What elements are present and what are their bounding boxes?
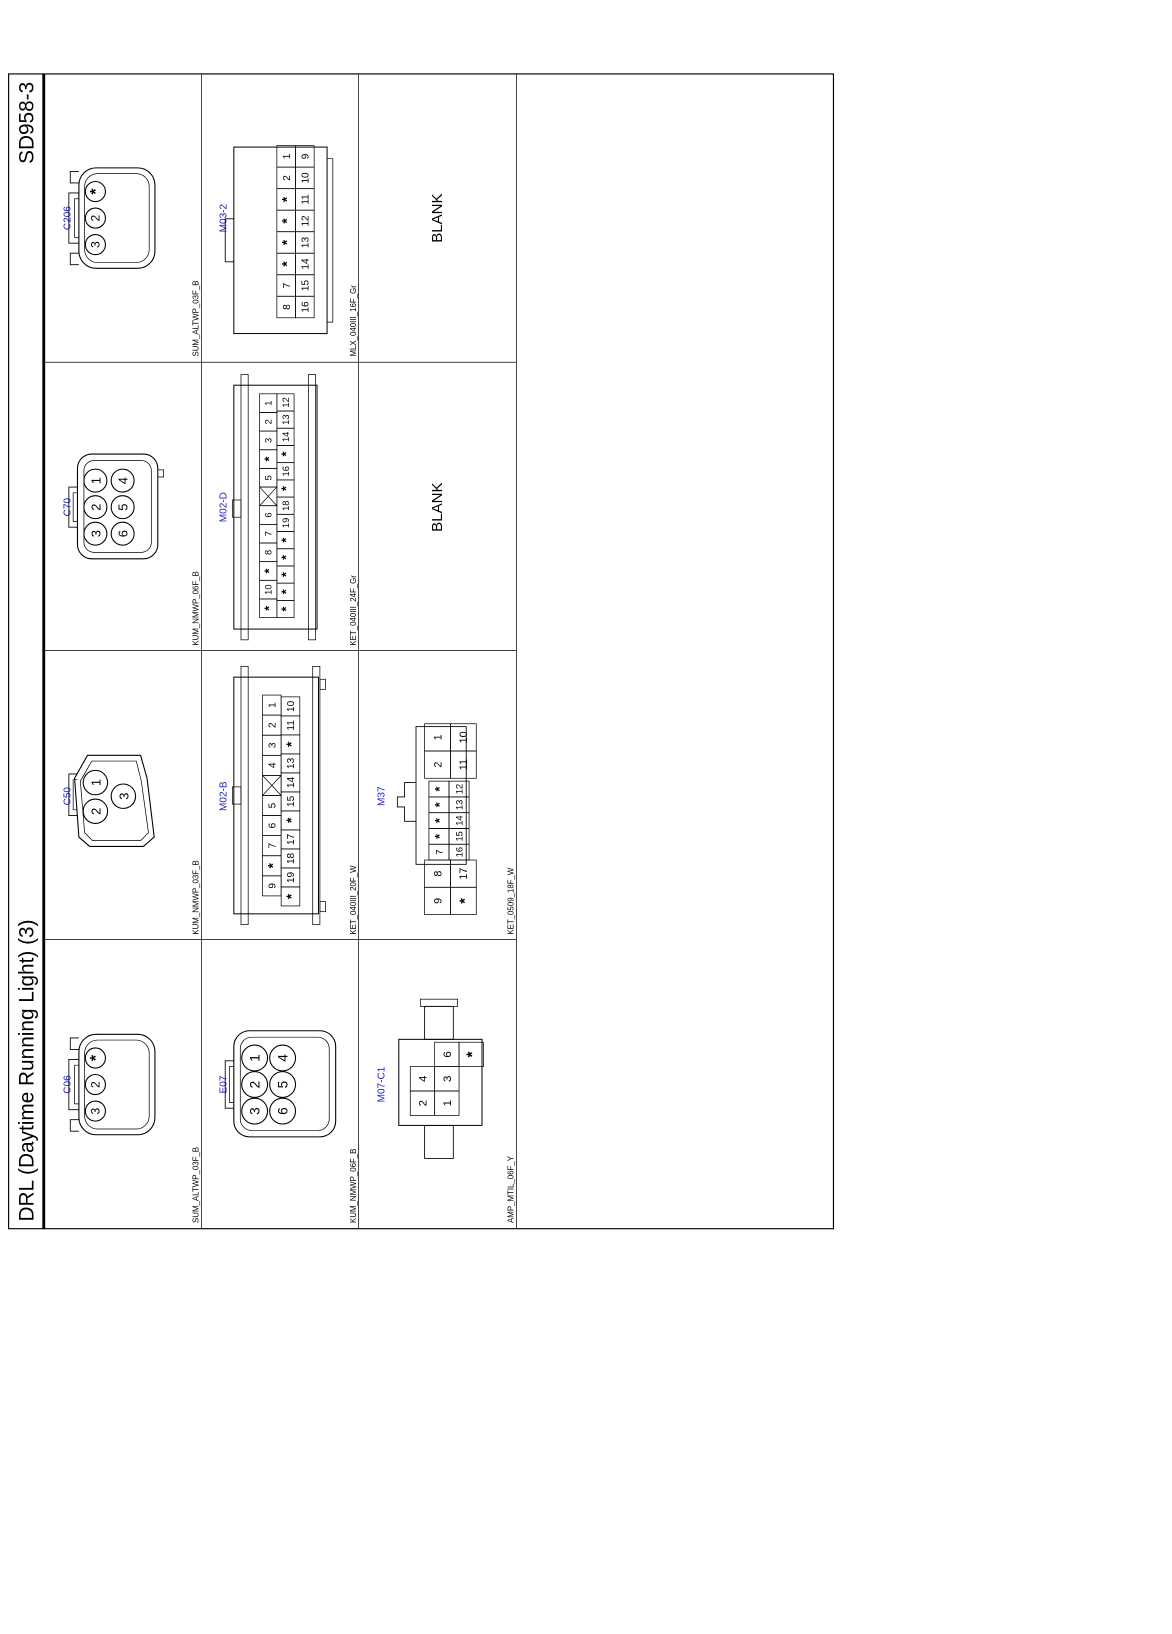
pin-grid-m07-c1 (410, 1042, 483, 1115)
connector-id-m02b: M02-B (218, 781, 230, 811)
m02d-row_b-2: * (279, 572, 294, 578)
m07-pin-0: 4 (417, 1075, 430, 1082)
m02d-row_b-6: 18 (280, 500, 291, 511)
connector-id-m37: M37 (376, 786, 388, 806)
m02b-row_a-4: 5 (267, 802, 279, 809)
blank-label-2: BLANK (428, 193, 446, 243)
m03_2-row_a-3: * (279, 239, 295, 246)
m03_2-row_a-1: 7 (281, 282, 293, 289)
connector-e07 (219, 1031, 358, 1223)
pin-e07-5: 5 (275, 1080, 291, 1089)
sheet-border (9, 74, 834, 1229)
m37-mid_a-0: 7 (434, 849, 445, 855)
m02b-row_a-6: 4 (267, 762, 279, 769)
m03_2-row_b-6: 10 (300, 172, 312, 184)
m03_2-row_b-3: 13 (300, 236, 312, 249)
m02d-row_b-0: * (279, 606, 294, 612)
connector-m07-c1 (376, 999, 515, 1223)
part-c50: KUM_NMWP_03F_B (191, 860, 201, 935)
pin-c70-3: 1 (88, 477, 104, 485)
connector-m37 (376, 724, 515, 935)
m37-mid_a-2: * (433, 818, 448, 824)
pin-e07-2: 2 (247, 1080, 263, 1089)
pin-c06-3: * (88, 1054, 106, 1062)
pin-c206-3: * (88, 188, 106, 195)
m02b-row_a-3: 6 (267, 822, 279, 829)
m03_2-row_a-2: * (279, 261, 295, 267)
pin-c70-6: 4 (115, 477, 131, 485)
m03_2-row_a-6: 2 (281, 175, 293, 181)
pin-c70-2: 2 (88, 503, 104, 511)
pin-e07-1: 3 (247, 1107, 263, 1115)
m02d-row_b-8: 16 (280, 466, 291, 477)
pin-grid-m37 (425, 724, 477, 915)
connector-id-c70: C70 (62, 497, 74, 517)
m02d-row_b-3: * (279, 554, 294, 560)
pin-c50-1: 2 (88, 807, 104, 815)
m37-mid_a-1: * (433, 833, 448, 839)
m37-top_b-0: * (457, 898, 474, 904)
m02d-row_b-7: * (279, 486, 294, 491)
part-e07: KUM_NMWP_06F_B (348, 1148, 358, 1223)
m02d-row_b-4: * (279, 537, 294, 543)
pin-c70-4: 6 (115, 530, 131, 538)
m02d-row_a-8: * (262, 456, 277, 462)
m02b-row_b-8: * (284, 741, 300, 748)
connector-m02b (219, 666, 358, 934)
pin-c206-2: 2 (88, 214, 103, 222)
m02b-row_a-0: 9 (267, 883, 279, 889)
m02d-row_b-5: 19 (280, 517, 291, 529)
m07-pin-4: 6 (441, 1051, 454, 1058)
m02b-row_b-1: 19 (286, 871, 298, 884)
m03_2-row_b-1: 15 (300, 279, 312, 292)
m03_2-row_b-0: 16 (300, 301, 312, 313)
connector-m03-2 (219, 146, 358, 357)
pin-c50-2: 1 (88, 778, 104, 787)
m02d-row_a-0: * (262, 605, 277, 611)
pin-c06-2: 2 (88, 1081, 103, 1088)
m03_2-row_a-4: * (279, 218, 295, 224)
m02b-row_a-5-cavity-cross (263, 775, 282, 795)
m37-mid_a-3: * (433, 802, 448, 808)
m02d-row_a-1: 10 (263, 584, 274, 595)
m02d-row_b-10: 14 (280, 431, 291, 443)
m03_2-row_a-7: 1 (281, 153, 293, 160)
m37-top_b-1: 17 (458, 867, 471, 880)
pin-c70-5: 5 (115, 503, 131, 511)
m37-mid_b-1: 15 (454, 831, 465, 842)
m02b-row_b-5: 15 (286, 795, 298, 807)
connector-id-c06: C06 (62, 1075, 74, 1094)
connector-c70 (62, 454, 200, 646)
m03_2-row_b-7: 9 (300, 153, 312, 160)
m02d-row_a-4: 7 (263, 531, 274, 537)
pin-e07-3: 1 (247, 1054, 263, 1062)
m02d-row_a-3: 8 (263, 549, 274, 555)
connector-id-m07-c1: M07-C1 (376, 1066, 388, 1103)
m37-top_a-1: 8 (432, 870, 445, 877)
connector-c06 (62, 1034, 200, 1223)
m37-mid_a-4: * (433, 786, 448, 792)
m37-top_a-0: 9 (432, 897, 445, 904)
part-m02d: KET_040III_24F_Gr (348, 575, 358, 646)
m02d-row_a-10: 2 (263, 419, 274, 425)
m02d-row_a-2: * (262, 568, 277, 574)
part-m03-2: MLX_040III_16F_Gr (348, 285, 358, 357)
connector-m02d (219, 374, 358, 645)
m37-bot_b-1: 10 (458, 731, 471, 744)
m37-bot_a-0: 2 (432, 761, 445, 768)
m02b-row_a-9: 1 (267, 702, 279, 708)
m02b-row_b-7: 13 (286, 757, 298, 769)
m02b-row_a-8: 2 (267, 722, 279, 728)
connector-id-m03-2: M03-2 (218, 203, 230, 233)
connector-id-m02d: M02-D (218, 492, 230, 523)
m37-mid_b-4: 12 (454, 783, 465, 795)
m02d-row_a-11: 1 (263, 400, 274, 406)
connector-id-e07: E07 (218, 1075, 230, 1094)
m07-pin-2: 3 (441, 1075, 454, 1082)
m37-mid_b-0: 16 (454, 846, 465, 858)
m02b-row_b-9: 11 (286, 720, 298, 731)
pin-c206-1: 3 (88, 241, 103, 249)
part-m07-c1: AMP_MTIL_06F_Y (506, 1155, 516, 1223)
m07-pin-1: 2 (417, 1099, 430, 1107)
m02b-row_b-6: 14 (286, 776, 298, 788)
pin-c06-1: 3 (88, 1107, 103, 1115)
m37-bot_a-1: 1 (432, 734, 445, 741)
pin-grid-m02d (260, 394, 294, 618)
pin-grid-m02b (263, 695, 300, 906)
m02d-row_b-11: 13 (280, 414, 291, 425)
part-c206: SUM_ALTWP_03F_B (191, 280, 201, 357)
m03_2-row_b-5: 11 (300, 194, 312, 205)
m02b-row_b-0: * (284, 893, 300, 900)
m02b-row_b-10: 10 (286, 700, 298, 712)
m02d-row_b-1: * (279, 589, 294, 595)
m37-mid_b-2: 14 (454, 815, 465, 826)
m02b-row_b-4: * (284, 817, 300, 824)
part-c70: KUM_NMWP_06F_B (191, 571, 201, 646)
m02b-row_b-2: 18 (286, 852, 298, 865)
connector-c50 (62, 755, 200, 934)
page-code: SD958-3 (15, 81, 39, 164)
pin-e07-6: 4 (275, 1054, 291, 1062)
m37-bot_b-0: 11 (458, 759, 471, 771)
connector-id-c50: C50 (62, 786, 74, 806)
pin-e07-4: 6 (275, 1107, 291, 1115)
connector-c206 (62, 168, 200, 357)
m02d-row_b-9: * (279, 451, 294, 457)
m02b-row_a-7: 3 (267, 742, 279, 749)
m02d-row_a-9: 3 (263, 437, 274, 444)
m02b-row_a-1: * (265, 863, 281, 869)
part-m02b: KET_040III_20F_W (348, 865, 358, 935)
part-c06: SUM_ALTWP_03F_B (191, 1146, 201, 1223)
pin-c50-3: 3 (116, 792, 132, 800)
m03_2-row_a-5: * (279, 196, 295, 203)
m02d-row_a-6-cavity-cross (260, 487, 277, 506)
page-title: DRL (Daytime Running Light) (3) (15, 919, 39, 1222)
m37-mid_b-3: 13 (454, 799, 465, 810)
m02b-row_b-3: 17 (286, 833, 298, 846)
part-m37: KET_0509_18F_W (506, 867, 516, 935)
m03_2-row_a-0: 8 (281, 304, 293, 310)
m03_2-row_b-4: 12 (300, 215, 312, 227)
m07-pin-5: * (464, 1051, 482, 1058)
m07-pin-3: 1 (441, 1099, 454, 1107)
m02d-row_a-5: 6 (263, 512, 274, 518)
pin-c70-1: 3 (88, 530, 104, 538)
m02b-row_a-2: 7 (267, 842, 279, 849)
connector-id-c206: C206 (62, 206, 74, 231)
m02d-row_b-12: 12 (280, 397, 291, 408)
m02d-row_a-7: 5 (263, 475, 274, 481)
pin-grid-m03-2 (277, 146, 314, 318)
m03_2-row_b-2: 14 (300, 258, 312, 270)
blank-label-1: BLANK (428, 482, 446, 532)
